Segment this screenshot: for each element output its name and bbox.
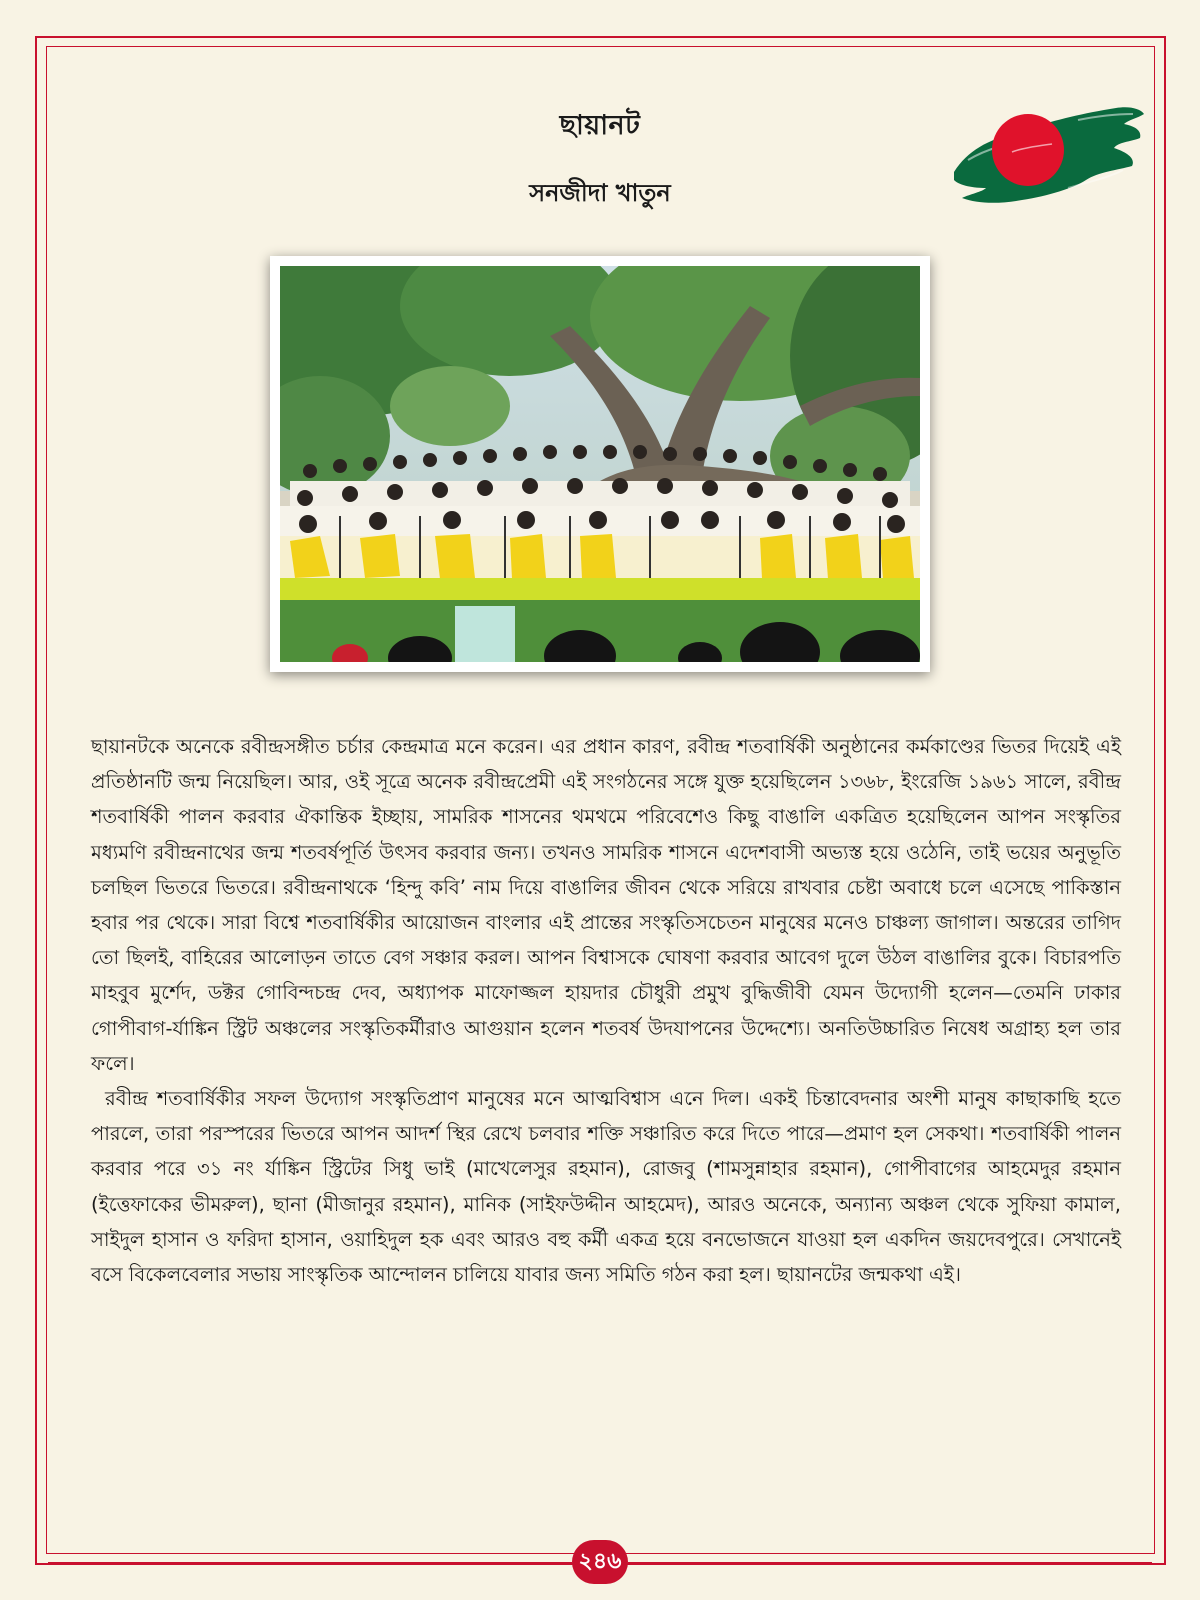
footer-rule-right [628,1562,1152,1564]
article-body [91,729,1121,1292]
paragraph: রবীন্দ্র শতবার্ষিকীর সফল উদ্যোগ সংস্কৃতিপ্রাণ মানুষের মনে আত্মবিশ্বাস এনে দিল। একই চিন্তাবেদনার অংশী মানুষ কাছাকাছি হতে পারলে, তারা পরস্পরের ভিতরে আপন আদর্শ স্থির রেখে চলবার শক্তি সঞ্চারিত করে দিতে পারে—প্রমাণ হল সেকথা। শতবার্ষিকী পালন করবার পরে ৩১ নং র্যাঙ্কিন স্ট্রিটের সিধু ভাই (মাখেলেসুর রহমান), রোজবু (শামসুন্নাহার রহমান), গোপীবাগের আহমেদুর রহমান (ইত্তেফাকের ভীমরুল), ছানা (মীজানুর রহমান), মানিক (সাইফউদ্দীন আহমেদ), আরও অনেকে, অন্যান্য অঞ্চল থেকে সুফিয়া কামাল, সাইদুল হাসান ও ফরিদা হাসান, ওয়াহিদুল হক এবং আরও বহু কর্মী একত্র হয়ে বনভোজনে যাওয়া হল একদিন জয়দেবপুরে। সেখানেই বসে বিকেলবেলার সভায় সাংস্কৃতিক আন্দোলন চালিয়ে যাবার জন্য সমিতি গঠন করা হল। ছায়ানটের জন্মকথা এই। [91,1087,1121,1287]
bangladesh-flag-icon [948,100,1148,210]
author-name: সনজীদা খাতুন [529,179,671,207]
page-number: ২৪৬ [572,1540,628,1584]
choir-performance-photo [270,256,930,672]
paragraph: ছায়ানটকে অনেকে রবীন্দ্রসঙ্গীত চর্চার কেন্দ্রমাত্র মনে করেন। এর প্রধান কারণ, রবীন্দ্র শতবার্ষিকী অনুষ্ঠানের কর্মকাণ্ডের ভিতর দিয়েই এই প্রতিষ্ঠানটি জন্ম নিয়েছিল। আর, ওই সূত্রে অনেক রবীন্দ্রপ্রেমী এই সংগঠনের সঙ্গে যুক্ত হয়েছিলেন ১৩৬৮, ইংরেজি ১৯৬১ সালে, রবীন্দ্র শতবার্ষিকী পালন করবার ঐকান্তিক ইচ্ছায়, সামরিক শাসনের থমথমে পরিবেশেও কিছু বাঙালি একত্রিত হয়েছিলেন আপন সংস্কৃতির মধ্যমণি রবীন্দ্রনাথের জন্ম শতবর্ষপূর্তি উৎসব করবার জন্য। তখনও সামরিক শাসনে এদেশবাসী অভ্যস্ত হয়ে ওঠেনি, তাই ভয়ের অনুভূতি চলছিল ভিতরে ভিতরে। রবীন্দ্রনাথকে ‘হিন্দু কবি’ নাম দিয়ে বাঙালির জীবন থেকে সরিয়ে রাখবার চেষ্টা অবাধে চলে এসেছে পাকিস্তান হবার পর থেকে। সারা বিশ্বে শতবার্ষিকীর আয়োজন বাংলার এই প্রান্তের সংস্কৃতিসচেতন মানুষের মনেও চাঞ্চল্য জাগাল। অন্তরের তাগিদ তো ছিলই, বাহিরের আলোড়ন তাতে বেগ সঞ্চার করল। আপন বিশ্বাসকে ঘোষণা করবার আবেগ দুলে উঠল বাঙালির বুকে। বিচারপতি মাহবুব মুর্শেদ, ডক্টর গোবিন্দচন্দ্র দেব, অধ্যাপক মাফোজ্জল হায়দার চৌধুরী প্রমুখ বুদ্ধিজীবী যেমন উদ্যোগী হলেন—তেমনি ঢাকার গোপীবাগ-র্যাঙ্কিন স্ট্রিট অঞ্চলের সংস্কৃতিকর্মীরাও আগুয়ান হলেন শতবর্ষ উদযাপনের উদ্দেশ্যে। অনতিউচ্চারিত নিষেধ অগ্রাহ্য হল তার ফলে। [91,735,1121,1075]
footer-rule-left [48,1562,572,1564]
page-title: ছায়ানট [559,110,641,141]
